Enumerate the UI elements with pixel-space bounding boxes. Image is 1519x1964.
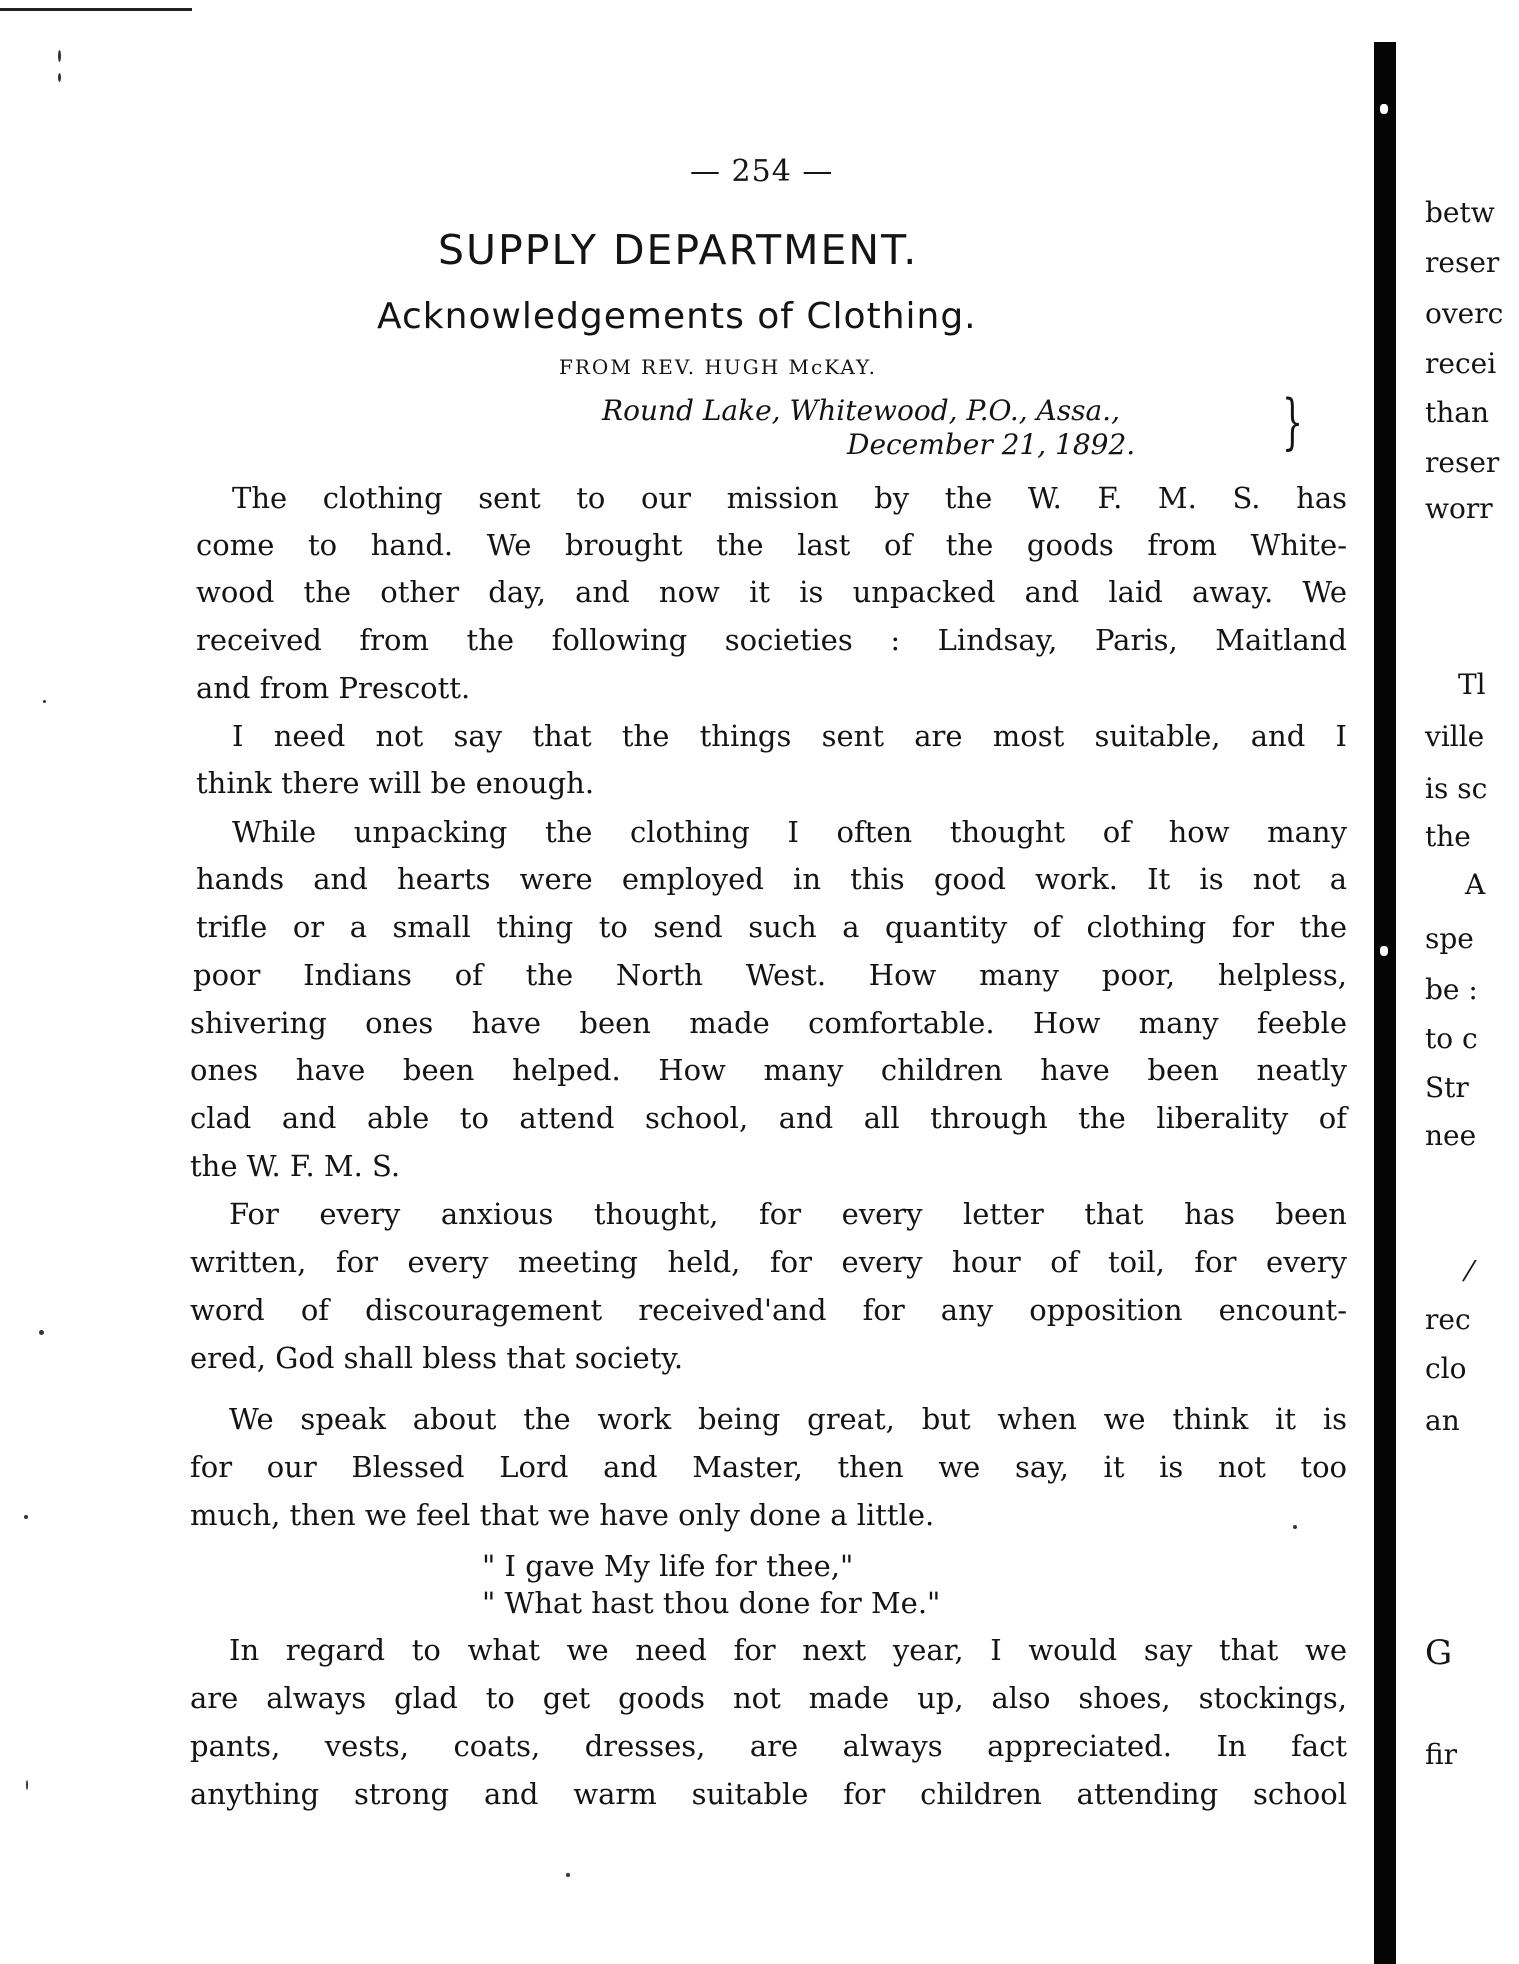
adjacent-fragment: overc: [1425, 297, 1504, 330]
body-line: ones have been helped. How many children have been neatly: [190, 1053, 1347, 1087]
poem-line: " I gave My life for thee,": [482, 1549, 854, 1583]
body-line: wood the other day, and now it is unpacked and laid away. We: [196, 575, 1347, 609]
body-line: poor Indians of the North West. How many poor, helpless,: [193, 958, 1347, 992]
adjacent-fragment: ⁄: [1467, 1255, 1472, 1288]
body-line: I need not say that the things sent are most suitable, and I: [232, 719, 1347, 753]
margin-speck: [566, 1873, 570, 1877]
letter-sender: FROM REV. HUGH McKAY.: [559, 355, 877, 379]
adjacent-fragment: ville: [1425, 720, 1485, 753]
body-line: pants, vests, coats, dresses, are always appreciated. In fact: [190, 1729, 1347, 1763]
adjacent-fragment: G: [1425, 1633, 1453, 1673]
section-heading: SUPPLY DEPARTMENT.: [438, 226, 919, 274]
margin-speck: [58, 73, 61, 82]
adjacent-fragment: clo: [1425, 1352, 1467, 1385]
adjacent-fragment: rec: [1425, 1303, 1471, 1336]
adjacent-fragment: betw: [1425, 196, 1495, 229]
body-line: are always glad to get goods not made up, also shoes, stockings,: [190, 1681, 1347, 1715]
body-line: shivering ones have been made comfortable. How many feeble: [190, 1006, 1347, 1040]
margin-speck: [26, 1780, 28, 1790]
body-line: For every anxious thought, for every letter that has been: [229, 1197, 1347, 1231]
brace-icon: }: [1282, 387, 1304, 457]
body-line: In regard to what we need for next year, I would say that we: [229, 1633, 1347, 1667]
letter-place: Round Lake, Whitewood, P.O., Assa.,: [602, 394, 1120, 427]
body-line: written, for every meeting held, for every hour of toil, for every: [190, 1245, 1347, 1279]
body-line: hands and hearts were employed in this good work. It is not a: [196, 862, 1347, 896]
adjacent-fragment: spe: [1425, 922, 1474, 955]
body-line: received from the following societies : Lindsay, Paris, Maitland: [196, 623, 1347, 657]
margin-speck: [43, 700, 46, 703]
body-line: and from Prescott.: [196, 671, 471, 705]
margin-speck: [39, 1330, 44, 1335]
body-line: come to hand. We brought the last of the goods from White-: [196, 528, 1347, 562]
gutter-notch: [1380, 946, 1388, 956]
body-line: think there will be enough.: [196, 766, 595, 800]
body-line: While unpacking the clothing I often thought of how many: [232, 815, 1347, 849]
body-line: ered, God shall bless that society.: [190, 1341, 684, 1375]
body-line: anything strong and warm suitable for children attending school: [190, 1777, 1347, 1811]
adjacent-fragment: to c: [1425, 1022, 1478, 1055]
body-line: We speak about the work being great, but when we think it is: [229, 1402, 1347, 1436]
body-line: word of discouragement received'and for any opposition encount-: [190, 1293, 1347, 1327]
body-line: clad and able to attend school, and all through the liberality of: [190, 1101, 1347, 1135]
body-line: the W. F. M. S.: [190, 1149, 401, 1183]
adjacent-fragment: be :: [1425, 973, 1478, 1006]
adjacent-fragment: Str: [1425, 1071, 1469, 1104]
page-number: — 254 —: [690, 154, 834, 189]
body-line: much, then we feel that we have only done a little.: [190, 1498, 935, 1532]
body-line: trifle or a small thing to send such a quantity of clothing for the: [196, 910, 1347, 944]
adjacent-fragment: nee: [1425, 1119, 1477, 1152]
adjacent-fragment: reser: [1425, 446, 1500, 479]
adjacent-fragment: is sc: [1425, 772, 1488, 805]
top-rule: [0, 8, 192, 11]
body-line: The clothing sent to our mission by the W. F. M. S. has: [232, 481, 1347, 515]
binding-gutter: [1374, 42, 1396, 1964]
adjacent-fragment: Tl: [1458, 668, 1486, 701]
subheading: Acknowledgements of Clothing.: [377, 296, 977, 337]
adjacent-fragment: recei: [1425, 347, 1497, 380]
adjacent-fragment: fir: [1425, 1738, 1458, 1771]
adjacent-fragment: than: [1425, 396, 1490, 429]
body-line: for our Blessed Lord and Master, then we say, it is not too: [190, 1450, 1347, 1484]
adjacent-fragment: an: [1425, 1404, 1460, 1437]
gutter-notch: [1380, 104, 1388, 114]
adjacent-fragment: reser: [1425, 246, 1500, 279]
margin-speck: [58, 50, 61, 62]
adjacent-fragment: A: [1465, 868, 1486, 901]
adjacent-fragment: the: [1425, 820, 1471, 853]
poem-line: " What hast thou done for Me.": [482, 1586, 941, 1620]
adjacent-fragment: worr: [1425, 492, 1493, 525]
margin-speck: [24, 1515, 28, 1519]
letter-date: December 21, 1892.: [847, 428, 1136, 461]
